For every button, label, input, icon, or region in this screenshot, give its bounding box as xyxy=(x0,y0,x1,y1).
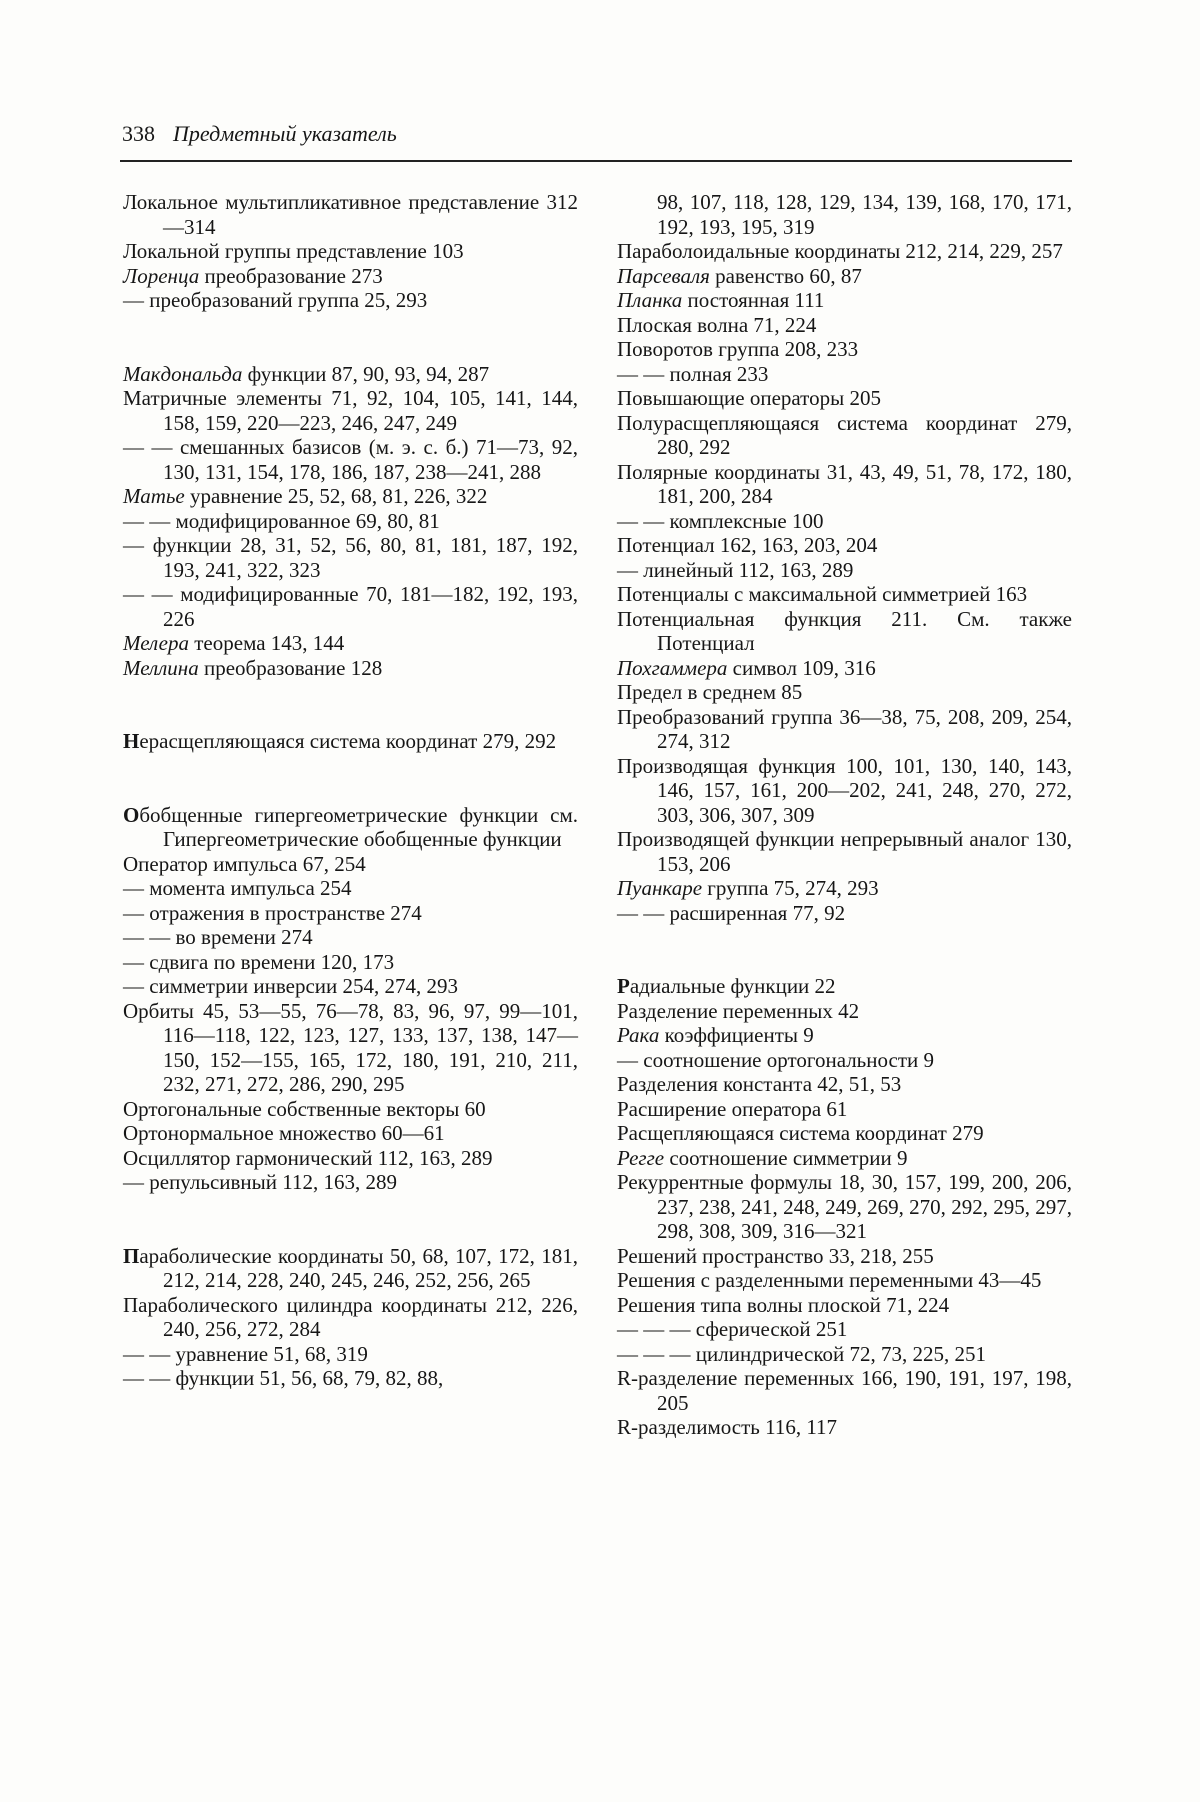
index-entry-text: Производящая функция 100, 101, 130, 140, 143, 146, 157, 161, 200—202, 241, 248, 270, 272, 303, 306, 307, 309 xyxy=(617,753,1072,827)
index-entry xyxy=(123,533,578,582)
index-entry xyxy=(123,803,578,852)
index-entry xyxy=(617,386,1072,411)
index-entry-text: адиальные функции 22 xyxy=(629,974,836,998)
index-entry-text: Решения с разделенными переменными 43—45 xyxy=(617,1268,1042,1292)
index-entry xyxy=(617,1366,1072,1415)
index-entry xyxy=(123,264,578,289)
index-entry xyxy=(617,1268,1072,1293)
index-entry-text: Потенциальная функция 211. См. также Потенциал xyxy=(617,606,1072,655)
index-entry-person-name: Похгаммера xyxy=(617,655,728,680)
header-rule xyxy=(120,160,1072,162)
index-entry xyxy=(123,386,578,435)
index-entry-text: Предел в среднем 85 xyxy=(617,680,803,704)
index-entry-text: — — функции 51, 56, 68, 79, 82, 88, xyxy=(123,1366,444,1390)
index-entry-text: коэффициенты 9 xyxy=(659,1023,814,1047)
index-entry-text: уравнение 25, 52, 68, 81, 226, 322 xyxy=(184,484,488,508)
index-entry xyxy=(123,1146,578,1171)
index-entry-initial: Р xyxy=(617,974,630,998)
index-entry-text: 98, 107, 118, 128, 129, 134, 139, 168, 170, 171, 192, 193, 195, 319 xyxy=(657,190,1072,239)
index-entry-text: ерасщепляющаяся система координат 279, 292 xyxy=(139,729,557,753)
index-entry-text: — сдвига по времени 120, 173 xyxy=(123,949,395,974)
index-entry xyxy=(123,362,578,387)
index-entry-text: Рекуррентные формулы 18, 30, 157, 199, 200, 206, 237, 238, 241, 248, 249, 269, 270, 292, 295, 297, 298, 308, 309, 316—321 xyxy=(617,1170,1072,1243)
index-entry-text: — симметрии инверсии 254, 274, 293 xyxy=(123,974,459,998)
index-entry xyxy=(123,435,578,484)
index-entry xyxy=(617,533,1072,558)
index-entry-text: равенство 60, 87 xyxy=(709,263,862,288)
index-entry xyxy=(617,1121,1072,1146)
index-entry-text: функции 87, 90, 93, 94, 287 xyxy=(242,361,490,386)
index-entry xyxy=(617,876,1072,901)
index-entry xyxy=(123,631,578,656)
index-entry-text: араболические координаты 50, 68, 107, 172, 181, 212, 214, 228, 240, 245, 246, 252, 256, 265 xyxy=(139,1243,578,1292)
index-entry xyxy=(123,239,578,264)
index-entry-initial: П xyxy=(123,1243,140,1268)
index-entry xyxy=(617,827,1072,876)
index-entry-person-name: Рака xyxy=(617,1023,660,1047)
index-entry-text: — — — цилиндрической 72, 73, 225, 251 xyxy=(617,1341,986,1366)
index-entry-text: — репульсивный 112, 163, 289 xyxy=(123,1170,397,1194)
index-entry xyxy=(123,509,578,534)
index-entry xyxy=(617,901,1072,926)
index-entry-text: — — смешанных базисов (м. э. с. б.) 71—73, 92, 130, 131, 154, 178, 186, 187, 238—241, 288 xyxy=(123,435,578,484)
index-entry-person-name: Макдональда xyxy=(123,361,243,386)
index-entry-text: — соотношение ортогональности 9 xyxy=(617,1047,935,1072)
index-entry-text: Преобразований группа 36—38, 75, 208, 209, 254, 274, 312 xyxy=(617,704,1072,753)
index-entry xyxy=(123,1293,578,1342)
index-entry-text: Ортонормальное множество 60—61 xyxy=(123,1121,445,1145)
index-entry xyxy=(617,460,1072,509)
index-entry-person-name: Парсеваля xyxy=(617,263,710,288)
index-entry-text: символ 109, 316 xyxy=(727,655,876,680)
index-entry xyxy=(617,313,1072,338)
index-entry-text: Матричные элементы 71, 92, 104, 105, 141, 144, 158, 159, 220—223, 246, 247, 249 xyxy=(123,386,578,435)
index-entry-text: Плоская волна 71, 224 xyxy=(617,312,817,337)
index-entry-text: постоянная 111 xyxy=(682,288,825,312)
index-entry-text: R-разделимость 116, 117 xyxy=(617,1415,838,1439)
index-entry-text: — — полная 233 xyxy=(617,361,769,386)
index-entry xyxy=(123,1342,578,1367)
index-entry-person-name: Регге xyxy=(617,1145,665,1170)
index-entry-text: — — во времени 274 xyxy=(123,925,313,949)
index-entry xyxy=(123,852,578,877)
index-entry xyxy=(617,1244,1072,1269)
index-entry xyxy=(123,484,578,509)
index-entry xyxy=(617,1415,1072,1440)
index-entry-text: — — модифицированное 69, 80, 81 xyxy=(123,508,440,533)
index-entry xyxy=(123,1121,578,1146)
index-entry xyxy=(617,1293,1072,1318)
index-entry-text: бобщенные гипергеометрические функции см. Гипергеометрические обобщенные функции xyxy=(139,802,578,851)
index-entry-text: — момента импульса 254 xyxy=(123,876,352,900)
index-entry xyxy=(617,190,1072,239)
index-entry xyxy=(617,264,1072,289)
index-entry-text: Орбиты 45, 53—55, 76—78, 83, 96, 97, 99—101, 116—118, 122, 123, 127, 133, 137, 138, 147—150, 152—155, 165, 172, 180, 191, 210, 211, 232, 271, 272, 286, 290, 295 xyxy=(123,998,578,1096)
index-entry-text: — линейный 112, 163, 289 xyxy=(617,557,854,582)
page-title: Предметный указатель xyxy=(173,121,397,146)
index-entry-person-name: Мелера xyxy=(123,631,189,655)
index-entry xyxy=(617,680,1072,705)
index-entry xyxy=(617,239,1072,264)
index-entry xyxy=(617,1048,1072,1073)
index-entry-text: Потенциалы с максимальной симметрией 163 xyxy=(617,582,1028,606)
index-entry-text: — — расширенная 77, 92 xyxy=(617,900,846,925)
index-entry xyxy=(617,607,1072,656)
index-entry xyxy=(123,1366,578,1391)
index-column-right xyxy=(617,190,1072,1440)
page-header xyxy=(122,120,1070,148)
index-entry-text: преобразование 128 xyxy=(198,655,383,680)
index-entry xyxy=(123,876,578,901)
page-number: 338 xyxy=(122,121,155,146)
index-entry xyxy=(617,754,1072,828)
index-entry-text: — отражения в пространстве 274 xyxy=(123,900,422,925)
index-column-left xyxy=(123,190,578,1391)
index-entry xyxy=(617,582,1072,607)
index-entry-text: преобразование 273 xyxy=(199,263,383,288)
index-entry xyxy=(617,1023,1072,1048)
index-entry-person-name: Меллина xyxy=(123,655,199,680)
index-entry-text: R-разделение переменных 166, 190, 191, 197, 198, 205 xyxy=(617,1366,1072,1415)
index-entry xyxy=(123,1244,578,1293)
index-entry xyxy=(123,974,578,999)
index-entry-text: Поворотов группа 208, 233 xyxy=(617,337,859,361)
index-entry-text: — — комплексные 100 xyxy=(617,508,824,533)
index-entry xyxy=(617,705,1072,754)
index-entry xyxy=(617,1170,1072,1244)
index-entry xyxy=(617,509,1072,534)
index-entry xyxy=(617,362,1072,387)
index-entry-text: Полярные координаты 31, 43, 49, 51, 78, 172, 180, 181, 200, 284 xyxy=(617,459,1072,508)
index-entry xyxy=(617,1072,1072,1097)
index-entry xyxy=(617,337,1072,362)
index-entry xyxy=(123,1097,578,1122)
index-entry xyxy=(617,999,1072,1024)
index-entry-text: Разделение переменных 42 xyxy=(617,998,860,1023)
index-entry-text: — — — сферической 251 xyxy=(617,1317,848,1341)
index-entry xyxy=(123,190,578,239)
index-entry-text: Ортогональные собственные векторы 60 xyxy=(123,1096,486,1121)
index-entry-text: Производящей функции непрерывный аналог 130, 153, 206 xyxy=(617,827,1072,876)
index-entry-text: Локальной группы представление 103 xyxy=(123,239,464,263)
index-entry-text: — функции 28, 31, 52, 56, 80, 81, 181, 187, 192, 193, 241, 322, 323 xyxy=(123,533,578,582)
index-entry-text: Расширение оператора 61 xyxy=(617,1096,848,1121)
index-entry xyxy=(123,999,578,1097)
index-entry-text: теорема 143, 144 xyxy=(189,631,345,655)
index-entry-text: соотношение симметрии 9 xyxy=(664,1145,908,1170)
index-entry-text: Решения типа волны плоской 71, 224 xyxy=(617,1292,950,1317)
index-entry-text: Параболоидальные координаты 212, 214, 229, 257 xyxy=(617,239,1063,263)
index-entry xyxy=(617,1097,1072,1122)
index-entry xyxy=(617,656,1072,681)
index-entry-initial: О xyxy=(123,802,140,827)
index-entry-initial: Н xyxy=(123,729,140,753)
index-entry-text: Параболического цилиндра координаты 212, 226, 240, 256, 272, 284 xyxy=(123,1292,578,1341)
index-entry-text: Потенциал 162, 163, 203, 204 xyxy=(617,533,878,557)
index-entry xyxy=(123,288,578,313)
index-entry-text: — — уравнение 51, 68, 319 xyxy=(123,1341,368,1366)
index-entry xyxy=(617,1342,1072,1367)
index-entry-person-name: Планка xyxy=(617,288,683,312)
index-entry xyxy=(617,411,1072,460)
index-entry-text: Разделения константа 42, 51, 53 xyxy=(617,1072,902,1096)
index-entry-text: Решений пространство 33, 218, 255 xyxy=(617,1243,934,1268)
index-entry-person-name: Лоренца xyxy=(123,263,200,288)
index-entry-text: Оператор импульса 67, 254 xyxy=(123,851,366,876)
index-entry xyxy=(123,582,578,631)
index-entry xyxy=(123,656,578,681)
index-entry xyxy=(123,950,578,975)
index-entry-text: Расщепляющаяся система координат 279 xyxy=(617,1121,984,1145)
index-entry-text: — — модифицированные 70, 181—182, 192, 193, 226 xyxy=(123,582,578,631)
index-entry-text: Полурасщепляющаяся система координат 279, 280, 292 xyxy=(617,410,1072,459)
index-entry-person-name: Матье xyxy=(123,484,185,508)
index-entry-text: Повышающие операторы 205 xyxy=(617,386,881,410)
index-entry xyxy=(617,1317,1072,1342)
index-entry xyxy=(123,901,578,926)
index-entry-text: — преобразований группа 25, 293 xyxy=(123,288,428,312)
index-entry xyxy=(617,558,1072,583)
index-entry xyxy=(617,1146,1072,1171)
index-entry xyxy=(123,1170,578,1195)
index-entry-text: Локальное мультипликативное представление 312—314 xyxy=(123,190,578,239)
index-entry xyxy=(617,288,1072,313)
index-entry xyxy=(123,925,578,950)
index-entry-text: группа 75, 274, 293 xyxy=(702,876,879,900)
index-entry xyxy=(617,974,1072,999)
index-entry xyxy=(123,729,578,754)
index-entry-text: Осциллятор гармонический 112, 163, 289 xyxy=(123,1145,493,1170)
index-entry-person-name: Пуанкаре xyxy=(617,876,703,900)
